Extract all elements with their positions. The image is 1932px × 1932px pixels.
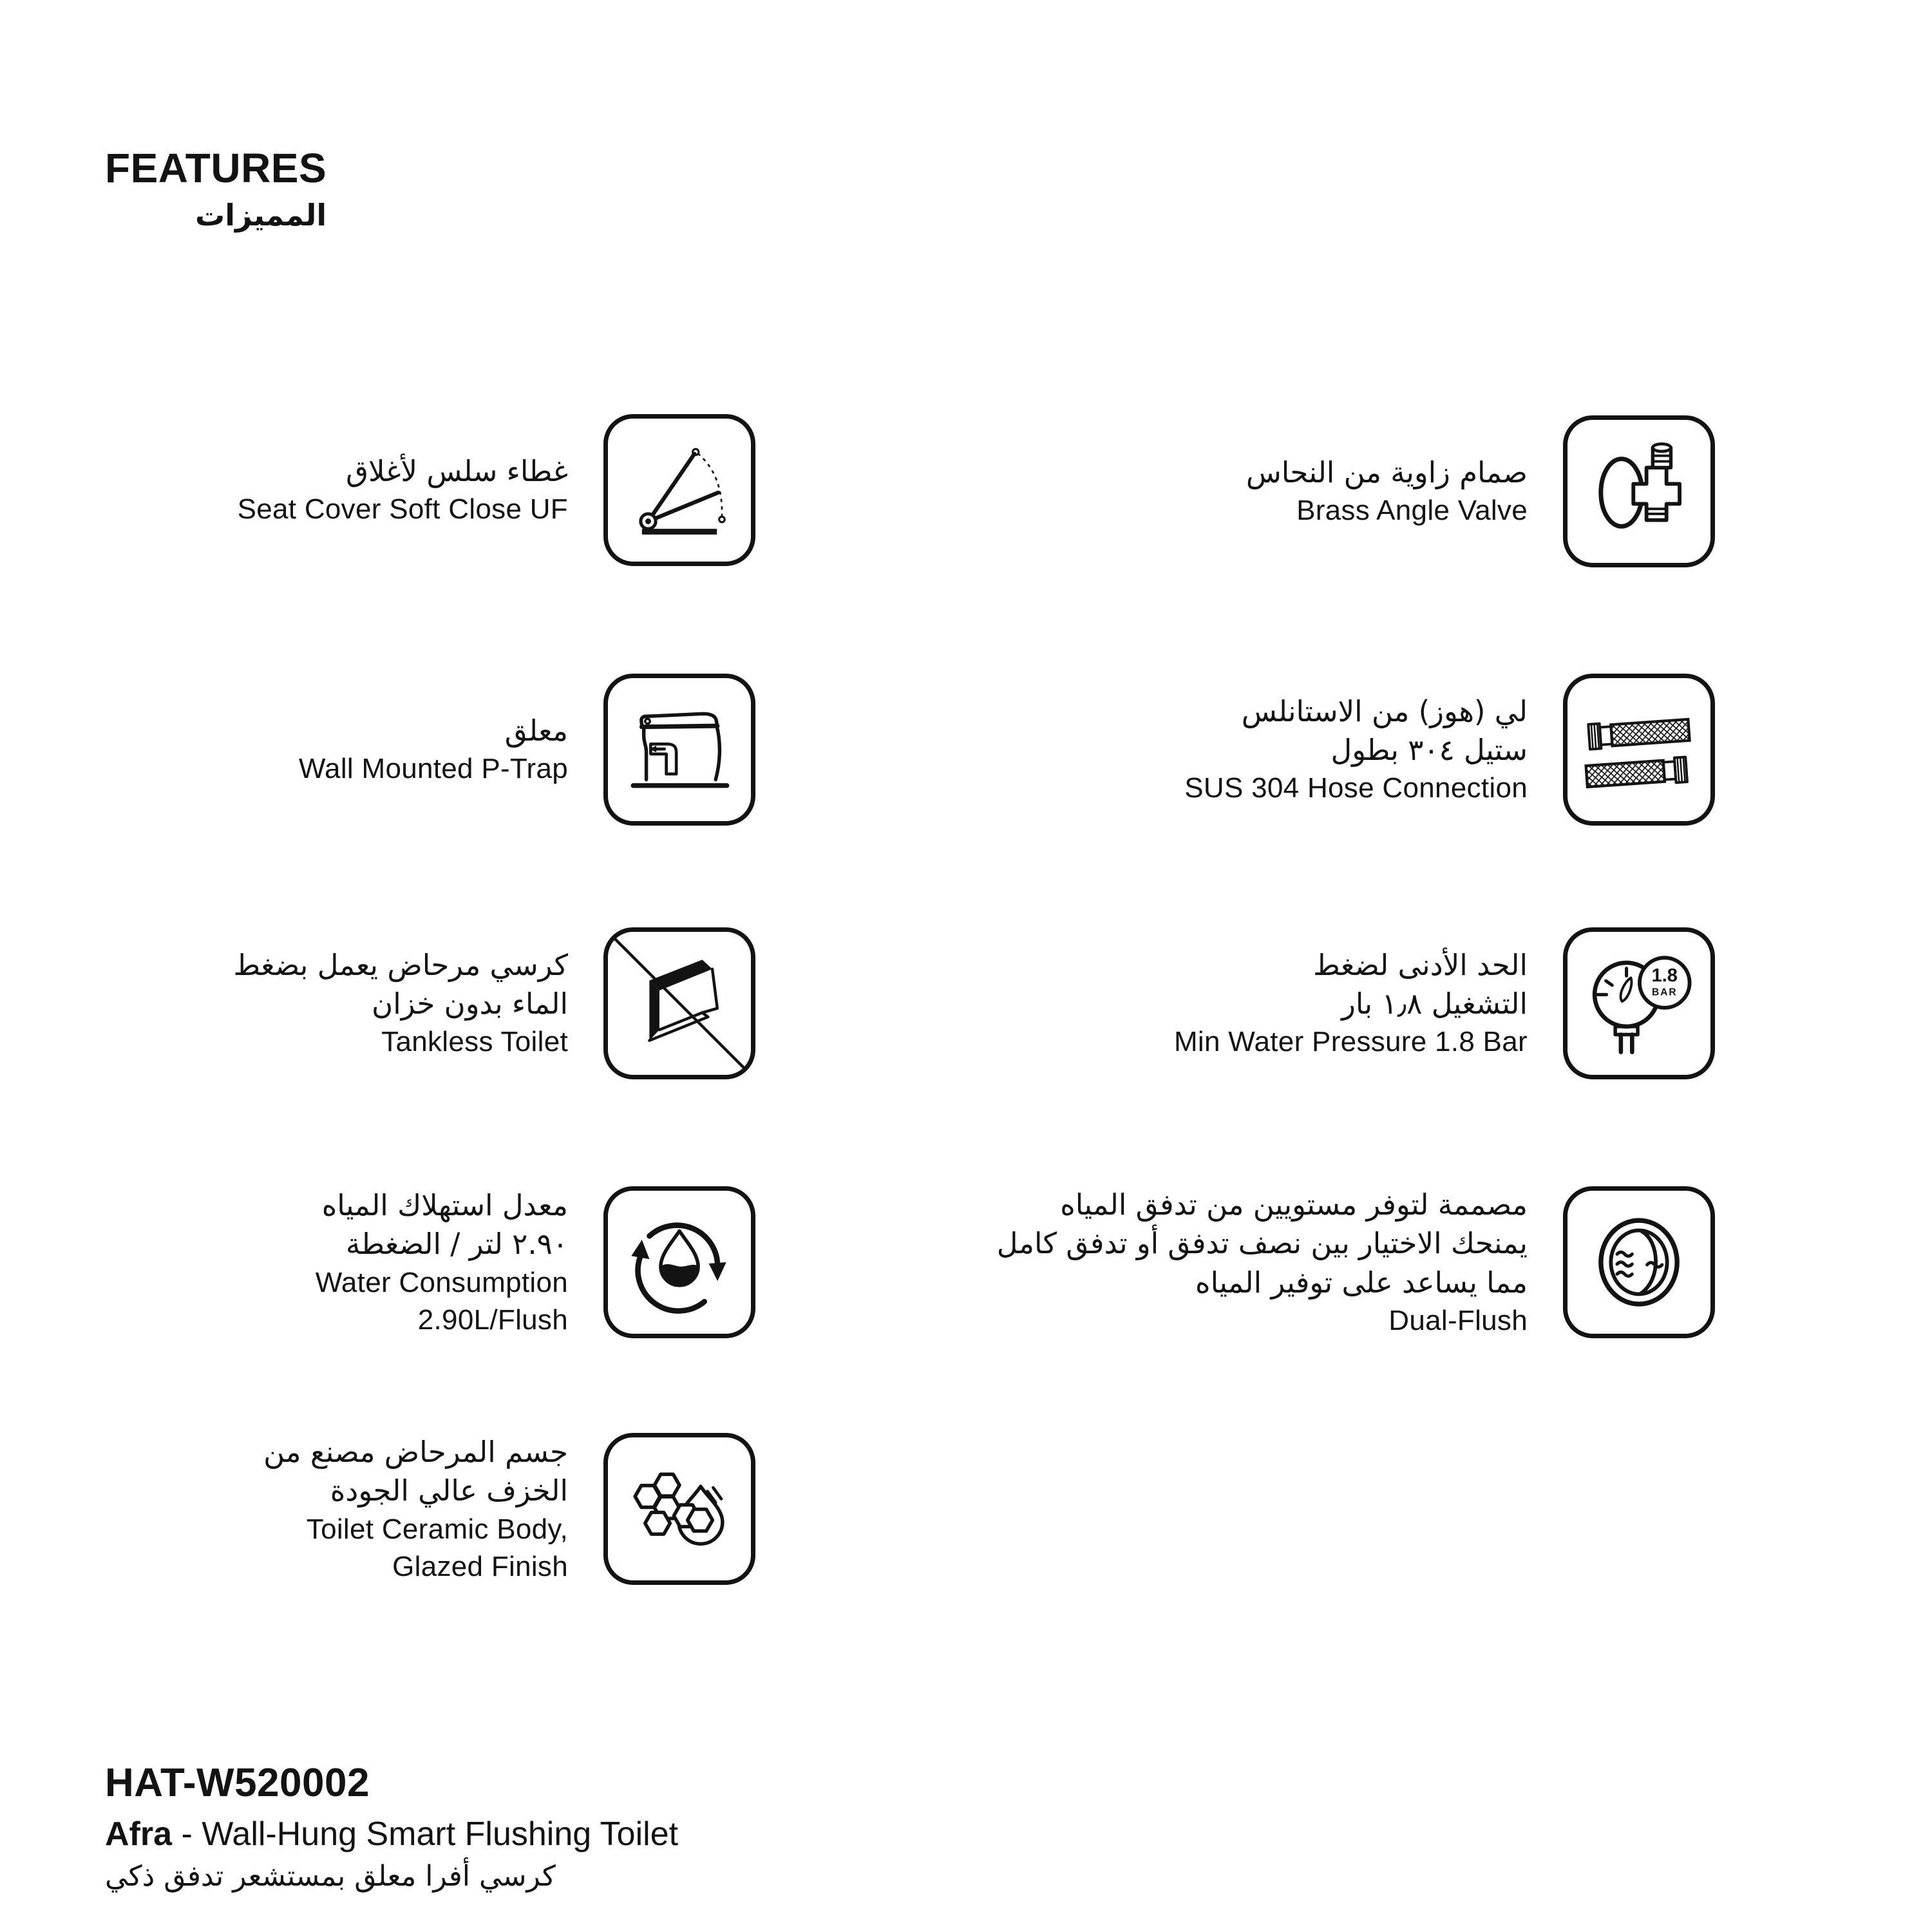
- feature-text: [105, 1433, 568, 1586]
- page-title-arabic: المميزات: [195, 198, 327, 233]
- page-title: FEATURES: [105, 145, 327, 191]
- feature-arabic-line: ستيل ٣٠٤ بطول: [1331, 732, 1528, 767]
- ceramic-icon: [603, 1433, 755, 1585]
- gauge-badge-value: 1.8: [1651, 965, 1678, 987]
- water-consumption-icon: [603, 1186, 755, 1338]
- feature-arabic-line: مما يساعد على توفير المياه: [1195, 1265, 1528, 1300]
- feature-text: [927, 453, 1528, 529]
- feature-arabic-line: الماء بدون خزان: [372, 986, 568, 1021]
- soft-close-icon: [603, 414, 755, 566]
- feature-arabic-line: مصممة لتوفر مستويين من تدفق المياه: [1060, 1188, 1528, 1222]
- feature-text: [105, 712, 568, 788]
- feature-english-line: SUS 304 Hose Connection: [1184, 772, 1528, 804]
- gauge-badge-unit: BAR: [1652, 987, 1678, 998]
- feature-text: [105, 1186, 568, 1339]
- product-series-name: Afra: [105, 1815, 173, 1853]
- feature-arabic-line: ٢.٩٠ لتر / الضغطة: [345, 1227, 568, 1262]
- tankless-icon: [603, 927, 755, 1079]
- feature-arabic-line: لي (هوز) من الاستانلس: [1241, 694, 1528, 728]
- product-info: [105, 1760, 678, 1893]
- feature-hose-connection: [927, 674, 1715, 826]
- feature-text: [927, 946, 1528, 1061]
- feature-dual-flush: [927, 1186, 1715, 1340]
- feature-arabic-line: غطاء سلس لأغلاق: [346, 453, 568, 488]
- product-name: [105, 1815, 678, 1853]
- pressure-gauge-icon: [1563, 927, 1715, 1079]
- feature-text: [927, 692, 1528, 808]
- feature-seat-cover-soft-close: [105, 414, 755, 566]
- feature-wall-mounted-p-trap: [105, 674, 755, 826]
- page-header: [105, 147, 327, 232]
- feature-water-consumption: [105, 1186, 755, 1339]
- feature-arabic-line: يمنحك الاختيار بين نصف تدفق أو تدفق كامل: [996, 1226, 1528, 1261]
- feature-arabic-line: الحد الأدنى لضغط: [1313, 947, 1528, 982]
- feature-arabic-line: كرسي مرحاض يعمل بضغط: [233, 947, 568, 982]
- dual-flush-icon: [1563, 1186, 1715, 1338]
- feature-arabic-line: معلق: [504, 713, 568, 748]
- feature-brass-angle-valve: [927, 415, 1715, 567]
- feature-english-line: Toilet Ceramic Body,: [306, 1513, 568, 1545]
- feature-english-line: Dual-Flush: [1388, 1304, 1528, 1336]
- hose-icon: [1563, 674, 1715, 826]
- feature-english-line: Tankless Toilet: [381, 1026, 568, 1058]
- feature-arabic-line: الخزف عالي الجودة: [330, 1473, 568, 1508]
- feature-text: [927, 1186, 1528, 1340]
- feature-text: [105, 452, 568, 528]
- feature-english-line: Glazed Finish: [392, 1550, 568, 1582]
- feature-english-line: Wall Mounted P-Trap: [298, 753, 568, 785]
- feature-arabic-line: التشغيل ١٫٨ بار: [1341, 986, 1528, 1021]
- feature-arabic-line: صمام زاوية من النحاس: [1245, 455, 1528, 489]
- feature-arabic-line: معدل استهلاك المياه: [321, 1188, 568, 1222]
- feature-english-line: Min Water Pressure 1.8 Bar: [1173, 1026, 1528, 1058]
- feature-min-water-pressure: [927, 927, 1715, 1079]
- feature-tankless-toilet: [105, 927, 755, 1079]
- feature-english-line: Seat Cover Soft Close UF: [237, 493, 568, 526]
- wall-mounted-icon: [603, 674, 755, 826]
- feature-arabic-line: جسم المرحاض مصنع من: [263, 1435, 568, 1469]
- feature-english-line: 2.90L/Flush: [417, 1303, 568, 1336]
- feature-english-line: Brass Angle Valve: [1296, 495, 1528, 527]
- angle-valve-icon: [1563, 415, 1715, 567]
- feature-text: [105, 946, 568, 1061]
- product-model-code: HAT-W520002: [105, 1761, 370, 1805]
- product-name-arabic: كرسي أفرا معلق بمستشعر تدفق ذكي: [105, 1860, 556, 1893]
- product-description: - Wall-Hung Smart Flushing Toilet: [172, 1815, 679, 1853]
- feature-ceramic-body: [105, 1433, 755, 1586]
- feature-english-line: Water Consumption: [315, 1266, 568, 1298]
